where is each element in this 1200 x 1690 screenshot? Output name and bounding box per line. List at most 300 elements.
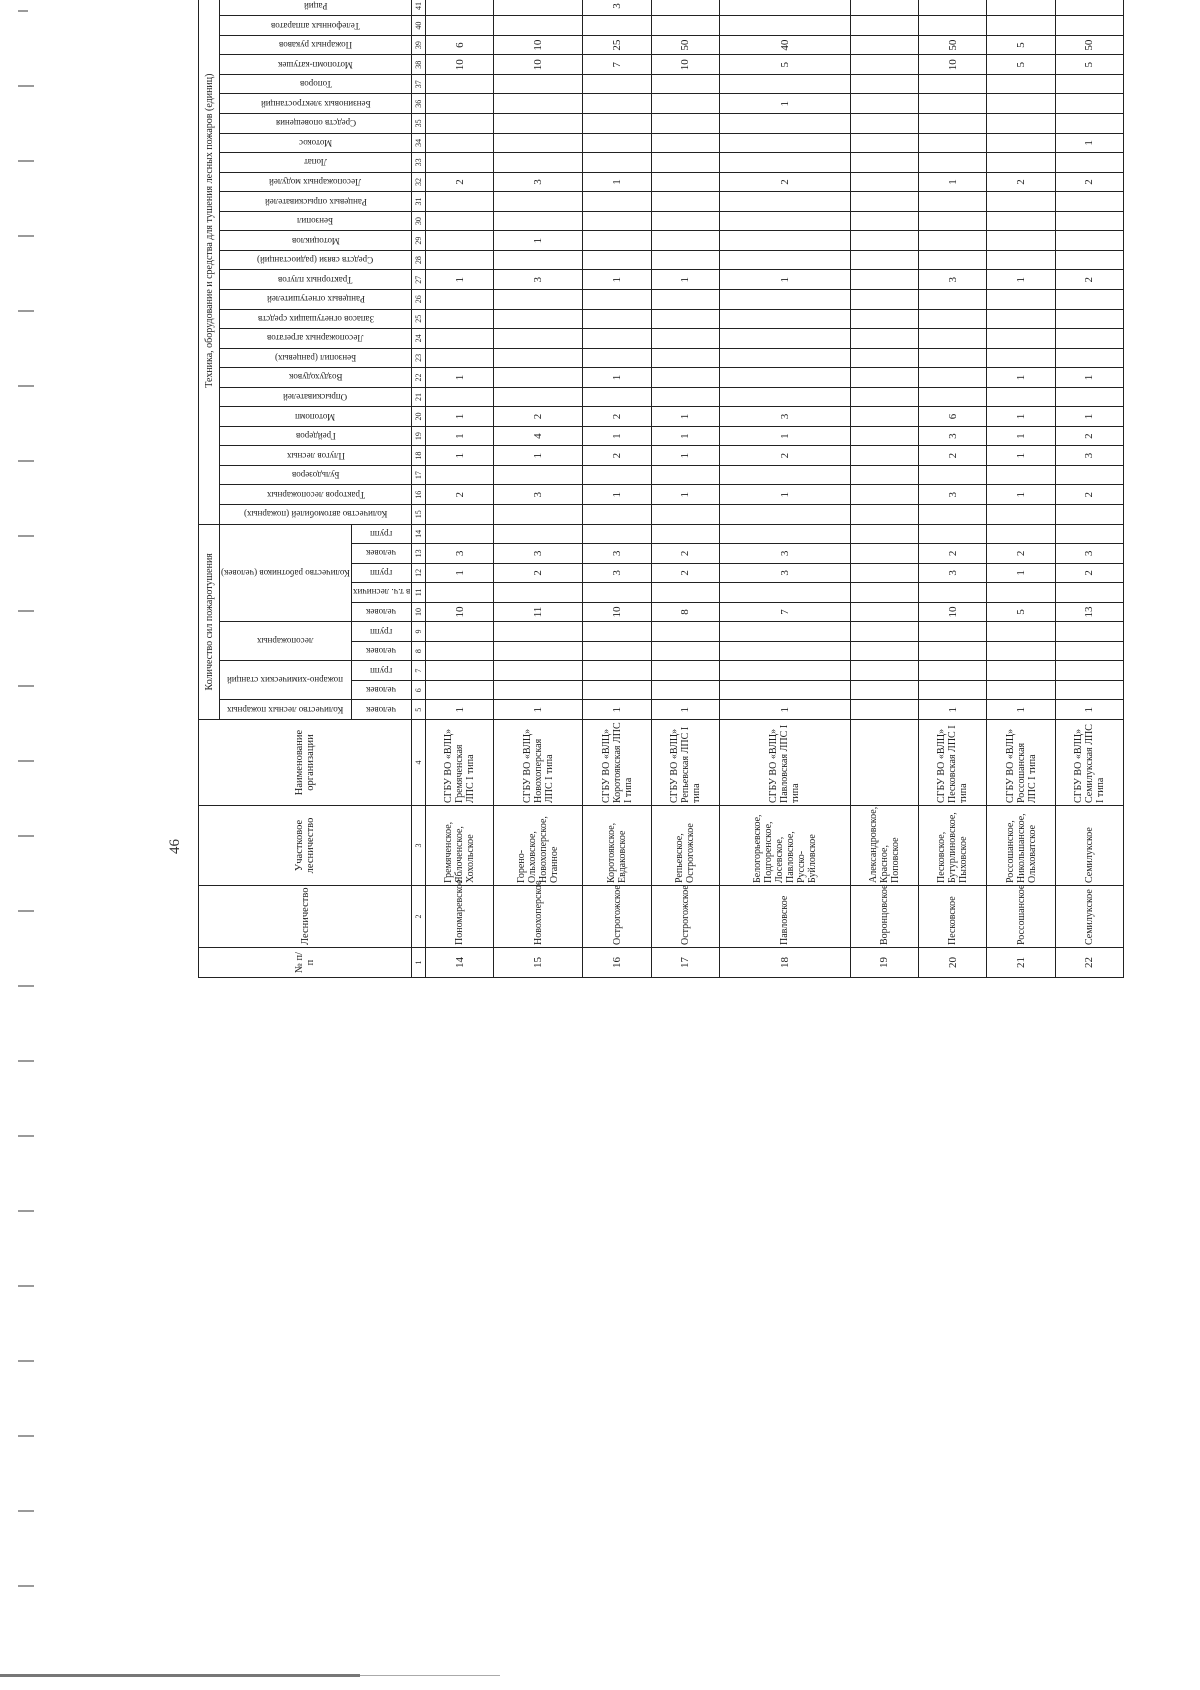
header-group-forces: Количество сил пожаротушения [199,524,220,719]
row-value: 50 [1055,35,1123,55]
row-value: 10 [651,55,719,75]
row-value [850,368,918,388]
row-value [583,680,651,700]
row-organization [850,720,918,806]
row-value [494,289,583,309]
row-value: 1 [583,426,651,446]
row-value [919,94,987,114]
row-value [987,133,1055,153]
row-value [583,16,651,36]
row-value [919,524,987,544]
row-value [987,661,1055,681]
scan-edge-line [360,1675,500,1676]
scan-mark [18,1435,34,1437]
row-value [850,153,918,173]
tech-column-label: Лесопожарных модулей [269,176,362,187]
row-value [850,231,918,251]
row-lesnichestvo: Семилукское [1055,886,1123,948]
row-value: 3 [494,544,583,564]
row-value [919,192,987,212]
row-value [494,16,583,36]
row-value [1055,94,1123,114]
column-number: 8 [412,641,426,661]
row-value [651,583,719,603]
row-value [850,0,918,16]
force-subheader [351,563,411,583]
row-value: 1 [1055,133,1123,153]
force-subheader-label: человек [366,685,397,696]
column-number: 23 [412,348,426,368]
scan-mark [18,910,34,912]
row-value [494,133,583,153]
row-value [720,153,851,173]
row-value [651,504,719,524]
column-number: 30 [412,211,426,231]
row-value: 2 [1055,563,1123,583]
row-value [583,250,651,270]
tech-column-label: Лопат [304,157,327,168]
row-value [987,153,1055,173]
force-column-title [220,661,352,700]
row-value [850,446,918,466]
column-number: 11 [412,583,426,603]
row-value [583,387,651,407]
row-value: 5 [987,35,1055,55]
row-value [426,250,494,270]
row-value [720,192,851,212]
row-value [426,153,494,173]
row-organization: СГБУ ВО «ВЛЦ» Песковская ЛПС I типа [919,720,987,806]
row-value [583,661,651,681]
row-value [1055,309,1123,329]
row-value [987,329,1055,349]
row-value [720,368,851,388]
row-uchastkovoe: Репьевское, Острогожское [651,806,719,886]
row-value: 1 [426,700,494,720]
row-value: 1 [987,426,1055,446]
force-column-title [220,700,352,720]
row-value [919,0,987,16]
row-value [720,641,851,661]
row-value [850,94,918,114]
table-row [494,0,583,978]
row-value [494,622,583,642]
row-value [850,16,918,36]
row-value [651,661,719,681]
row-value [919,16,987,36]
tech-column-label: Телефонных аппаратов [271,20,360,31]
row-value: 1 [583,172,651,192]
tech-column-title [220,504,412,524]
row-organization: СГБУ ВО «ВЛЦ» Коротоякская ЛПС I типа [583,720,651,806]
fire-resources-table [198,0,1124,978]
row-lesnichestvo: Новохоперское [494,886,583,948]
row-value [1055,0,1123,16]
column-number: 22 [412,368,426,388]
row-value: 10 [919,602,987,622]
force-subheader [351,700,411,720]
tech-column-title [220,329,412,349]
force-subheader-label: в т.ч. лесничих [352,587,411,598]
row-value [850,172,918,192]
row-value [1055,661,1123,681]
row-number: 17 [651,948,719,978]
row-value [850,289,918,309]
row-lesnichestvo: Пономаревское [426,886,494,948]
tech-column-title [220,348,412,368]
row-value [651,133,719,153]
row-value [850,74,918,94]
force-column-label: пожарно-химических станций [227,675,344,686]
row-value: 1 [987,368,1055,388]
row-uchastkovoe: Горено-Ольховское, Новохоперское, Отанное [494,806,583,886]
scan-mark [18,1060,34,1062]
column-number: 39 [412,35,426,55]
row-value [651,211,719,231]
row-value [720,16,851,36]
row-value: 8 [651,602,719,622]
row-value [987,94,1055,114]
row-value [426,114,494,134]
row-value [426,387,494,407]
column-number: 20 [412,407,426,427]
row-value [919,622,987,642]
tech-column-label: Тракторов лесопожарных [266,489,365,500]
row-value: 5 [1055,55,1123,75]
scan-mark [18,385,34,387]
row-value [651,16,719,36]
row-value [987,289,1055,309]
row-value: 1 [987,270,1055,290]
force-subheader-label: человек [366,646,397,657]
row-organization: СГБУ ВО «ВЛЦ» Новохоперская ЛПС I типа [494,720,583,806]
scan-mark [18,685,34,687]
row-value [850,583,918,603]
row-value [919,504,987,524]
tech-column-title [220,309,412,329]
row-value [651,622,719,642]
row-value: 13 [1055,602,1123,622]
row-value [987,0,1055,16]
row-value: 1 [987,700,1055,720]
column-number: 27 [412,270,426,290]
force-subheader [351,524,411,544]
table-row [1055,0,1123,978]
column-number: 29 [412,231,426,251]
column-number: 5 [412,700,426,720]
row-value [494,524,583,544]
row-value: 1 [651,407,719,427]
row-value: 1 [494,446,583,466]
row-value: 1 [720,94,851,114]
row-value: 2 [1055,172,1123,192]
tech-column-label: Бензопил [297,216,334,227]
row-value [494,641,583,661]
row-value [850,114,918,134]
tech-column-title [220,270,412,290]
row-value [987,387,1055,407]
row-value [583,504,651,524]
column-number: 1 [412,948,426,978]
row-organization: СГБУ ВО «ВЛЦ» Россошанская ЛПС I типа [987,720,1055,806]
row-value: 1 [720,700,851,720]
row-value [1055,250,1123,270]
scan-mark [18,460,34,462]
row-value [720,114,851,134]
row-value [850,485,918,505]
row-lesnichestvo: Воронцовское [850,886,918,948]
row-uchastkovoe: Белогорьевское, Подгоренское, Лосевское, Павловское, Русско-Буйловское [720,806,851,886]
tech-column-label: Плугов лесных [286,450,345,461]
row-value [850,270,918,290]
row-value [494,0,583,16]
force-column-label: Количество лесных пожарных [227,704,344,715]
row-value [720,0,851,16]
row-value [583,524,651,544]
row-value [919,289,987,309]
row-value [426,329,494,349]
row-value [426,133,494,153]
force-subheader-label: групп [370,528,393,539]
row-value: 3 [1055,446,1123,466]
row-number: 15 [494,948,583,978]
column-number: 4 [412,720,426,806]
row-value: 3 [919,426,987,446]
row-value [494,192,583,212]
row-value [1055,524,1123,544]
row-value [494,153,583,173]
scan-mark [18,1135,34,1137]
row-value [651,114,719,134]
row-value [720,231,851,251]
row-value: 1 [426,426,494,446]
row-lesnichestvo: Павловское [720,886,851,948]
row-value [426,94,494,114]
row-value [720,133,851,153]
page-number: 46 [167,839,183,854]
row-value: 1 [651,446,719,466]
row-value [720,309,851,329]
row-value [494,661,583,681]
row-value [583,211,651,231]
tech-column-label: Мотоциклов [291,235,340,246]
column-number: 12 [412,563,426,583]
column-number: 9 [412,622,426,642]
row-value [850,680,918,700]
tech-column-title [220,446,412,466]
row-value [720,387,851,407]
row-value: 1 [1055,368,1123,388]
column-number: 40 [412,16,426,36]
table-row [583,0,651,978]
row-uchastkovoe: Александровское, Красное, Поповское [850,806,918,886]
scan-mark [18,610,34,612]
row-value [583,641,651,661]
row-value [651,153,719,173]
row-value: 1 [583,700,651,720]
row-value [850,504,918,524]
row-value [426,231,494,251]
row-value: 1 [583,270,651,290]
row-organization: СГБУ ВО «ВЛЦ» Репьевская ЛПС I типа [651,720,719,806]
row-value [720,74,851,94]
row-value [987,583,1055,603]
scan-mark [18,1585,34,1587]
row-value: 3 [583,544,651,564]
row-value [426,680,494,700]
row-value: 1 [987,407,1055,427]
row-value [583,289,651,309]
row-value [987,680,1055,700]
row-value: 1 [987,563,1055,583]
row-value [987,641,1055,661]
row-value [1055,231,1123,251]
scan-mark [18,235,34,237]
force-subheader [351,622,411,642]
force-column-title [220,622,352,661]
row-value [494,504,583,524]
row-lesnichestvo: Песковское [919,886,987,948]
row-value: 10 [919,55,987,75]
column-number: 3 [412,806,426,886]
row-value: 2 [651,563,719,583]
tech-column-label: Лесопожарных агрегатов [267,333,364,344]
row-value [426,16,494,36]
row-value: 1 [987,485,1055,505]
row-value [494,74,583,94]
tech-column-title [220,133,412,153]
tech-column-title [220,368,412,388]
row-value [919,153,987,173]
row-value [1055,211,1123,231]
row-value [1055,680,1123,700]
row-value [850,700,918,720]
force-subheader [351,680,411,700]
row-value [919,329,987,349]
row-value [1055,289,1123,309]
row-value [583,622,651,642]
row-value: 3 [720,544,851,564]
row-value [850,192,918,212]
row-value [720,504,851,524]
scan-mark [18,1510,34,1512]
row-value: 1 [651,270,719,290]
scan-mark [18,1210,34,1212]
row-value [987,250,1055,270]
row-value [651,250,719,270]
force-subheader-label: человек [366,704,397,715]
row-uchastkovoe: Песковское, Бутурлиновское, Пыховское [919,806,987,886]
row-value [583,329,651,349]
scan-mark [18,310,34,312]
row-value [1055,622,1123,642]
row-value [720,524,851,544]
row-value [987,524,1055,544]
row-value [494,387,583,407]
row-value: 2 [919,544,987,564]
tech-column-label: Топоров [299,79,332,90]
row-value: 2 [651,544,719,564]
column-number: 32 [412,172,426,192]
row-value [494,309,583,329]
row-value: 10 [494,35,583,55]
row-value [850,387,918,407]
row-value [919,583,987,603]
row-value [987,114,1055,134]
row-value: 2 [583,446,651,466]
scan-mark [18,535,34,537]
row-value [1055,74,1123,94]
row-value [720,622,851,642]
column-number: 25 [412,309,426,329]
row-value [651,368,719,388]
row-value: 2 [426,485,494,505]
tech-column-label: Количество автомобилей (пожарных) [243,509,388,520]
tech-column-label: Пожарных рукавов [278,40,353,51]
tech-column-title [220,172,412,192]
row-value: 3 [1055,544,1123,564]
row-value [919,74,987,94]
row-value [426,583,494,603]
row-value: 1 [720,270,851,290]
row-value [850,641,918,661]
row-value: 2 [494,407,583,427]
row-value [987,465,1055,485]
row-value: 1 [494,231,583,251]
scan-mark [18,1360,34,1362]
row-value: 7 [720,602,851,622]
row-value: 2 [919,446,987,466]
column-number: 37 [412,74,426,94]
row-value [583,153,651,173]
tech-column-label: Запасов огнетушащих средств [257,313,374,324]
row-value: 7 [583,55,651,75]
row-value [651,348,719,368]
row-value: 1 [583,485,651,505]
row-value: 1 [987,446,1055,466]
tech-column-title [220,16,412,36]
row-value [850,250,918,270]
tech-column-title [220,465,412,485]
tech-column-label: Раций [303,1,328,12]
row-value [583,192,651,212]
scan-mark [18,835,34,837]
row-value: 2 [987,172,1055,192]
row-value [426,524,494,544]
row-value: 3 [494,172,583,192]
row-value: 3 [720,407,851,427]
row-value [426,348,494,368]
row-value: 1 [720,426,851,446]
row-value [651,94,719,114]
row-value [494,348,583,368]
row-value [1055,153,1123,173]
row-value: 25 [583,35,651,55]
row-value: 1 [720,485,851,505]
row-value [987,211,1055,231]
row-value: 3 [720,563,851,583]
row-value [850,524,918,544]
row-value [850,563,918,583]
row-value: 2 [987,544,1055,564]
row-value [919,680,987,700]
column-number: 13 [412,544,426,564]
tech-column-label: Опрыскивателей [283,391,348,402]
row-value [651,192,719,212]
row-value [651,309,719,329]
tech-column-label: Бензопил (ранцевых) [274,352,357,363]
row-value [651,329,719,349]
